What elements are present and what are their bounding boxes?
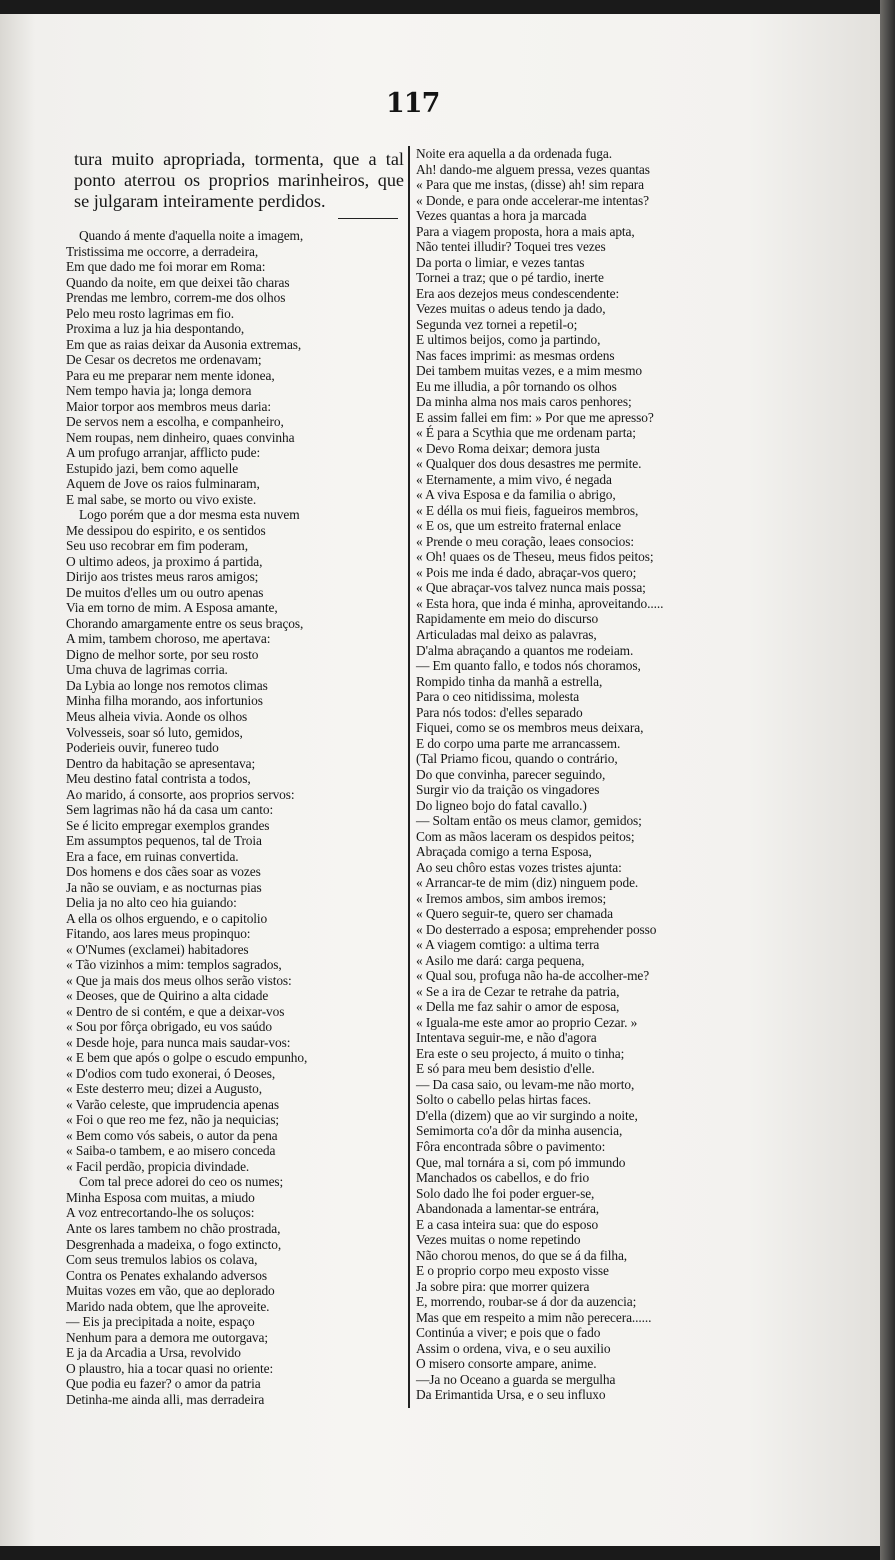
verse-line: Nas faces imprimi: as mesmas ordens xyxy=(416,347,615,363)
poem-left-column xyxy=(66,228,404,1407)
verse-line: E, morrendo, roubar-se á dor da auzencia; xyxy=(416,1294,637,1310)
verse-line: Era este o seu projecto, á muito o tinha; xyxy=(416,1045,625,1061)
verse-line: Fiquei, como se os membros meus deixara, xyxy=(416,720,644,736)
verse-line: Rompido tinha da manhã a estrella, xyxy=(416,673,603,689)
verse-line: E a casa inteira sua: que do esposo xyxy=(416,1216,599,1232)
verse-line: — Soltam então os meus clamor, gemidos; xyxy=(416,813,642,829)
verse-line: O ultimo adeos, ja proximo á partida, xyxy=(66,553,263,569)
verse-line: Com as mãos laceram os despidos peitos; xyxy=(416,828,635,844)
verse-line: « Este desterro meu; dizei a Augusto, xyxy=(66,1081,262,1097)
verse-line: « E délla os mui fieis, fagueiros membros, xyxy=(416,502,639,518)
verse-line: « E os, que um estreito fraternal enlace xyxy=(416,518,621,534)
verse-line: « Iguala-me este amor ao proprio Cezar. » xyxy=(416,1014,638,1030)
verse-line: « E bem que após o golpe o escudo empunho, xyxy=(66,1050,308,1066)
verse-line: « Devo Roma deixar; demora justa xyxy=(416,440,600,456)
verse-line: Ja não se ouviam, e as nocturnas pias xyxy=(66,879,262,895)
verse-line: « Asilo me dará: carga pequena, xyxy=(416,952,585,968)
verse-line: Da Erimantida Ursa, e o seu influxo xyxy=(416,1387,606,1403)
verse-line: De servos nem a escolha, e companheiro, xyxy=(66,414,284,430)
verse-line: Dos homens e dos cães soar as vozes xyxy=(66,864,261,880)
verse-line: Se é licito empregar exemplos grandes xyxy=(66,817,270,833)
verse-line: O misero consorte ampare, anime. xyxy=(416,1356,597,1372)
verse-line: Articuladas mal deixo as palavras, xyxy=(416,626,597,642)
verse-line: « Prende o meu coração, leaes consocios: xyxy=(416,533,634,549)
verse-line: « Arrancar-te de mim (diz) ninguem pode. xyxy=(416,875,639,891)
verse-line: « Desde hoje, para nunca mais saudar-vos: xyxy=(66,1034,291,1050)
verse-line: « Saiba-o tambem, e ao misero conceda xyxy=(66,1143,276,1159)
verse-line: Em que dado me foi morar em Roma: xyxy=(66,259,266,275)
verse-line: « Qual sou, profuga não ha-de accolher-me? xyxy=(416,968,650,984)
verse-line: Mas que em respeito a mim não perecera...... xyxy=(416,1309,652,1325)
verse-line: Uma chuva de lagrimas corria. xyxy=(66,662,228,678)
verse-line: Minha Esposa com muitas, a miudo xyxy=(66,1189,255,1205)
verse-line: Vezes muitas o adeus tendo ja dado, xyxy=(416,301,606,317)
verse-line: Dei tambem muitas vezes, e a mim mesmo xyxy=(416,363,643,379)
verse-line: Em assumptos pequenos, tal de Troia xyxy=(66,833,262,849)
verse-line: Minha filha morando, aos infortunios xyxy=(66,693,263,709)
verse-line: Contra os Penates exhalando adversos xyxy=(66,1267,267,1283)
section-rule xyxy=(338,218,398,219)
verse-line: « Dentro de si contém, e que a deixar-vos xyxy=(66,1003,285,1019)
verse-line: Surgir vio da traição os vingadores xyxy=(416,782,600,798)
verse-line: Meus alheia vivia. Aonde os olhos xyxy=(66,708,248,724)
verse-line: Maior torpor aos membros meus daria: xyxy=(66,398,272,414)
verse-line: « Eternamente, a mim vivo, é negada xyxy=(416,471,612,487)
intro-line: ponto aterrou os proprios marinheiros, que xyxy=(74,170,404,190)
verse-line: Do ligneo bojo do fatal cavallo.) xyxy=(416,797,587,813)
verse-line: Volvesseis, soar só luto, gemidos, xyxy=(66,724,243,740)
verse-line: Para nós todos: d'elles separado xyxy=(416,704,583,720)
verse-line: Noite era aquella a da ordenada fuga. xyxy=(416,146,612,161)
verse-line: Dentro da habitação se apresentava; xyxy=(66,755,256,771)
verse-line: Sem lagrimas não há da casa um canto: xyxy=(66,802,274,818)
verse-line: Solo dado lhe foi poder erguer-se, xyxy=(416,1185,595,1201)
verse-line: « D'odios com tudo exonerai, ó Deoses, xyxy=(66,1065,276,1081)
verse-line: E o proprio corpo meu exposto visse xyxy=(416,1263,609,1279)
verse-line: Para eu me preparar nem mente idonea, xyxy=(66,367,275,383)
verse-line: Tristissima me occorre, a derradeira, xyxy=(66,243,259,259)
verse-line: Quando da noite, em que deixei tão charas xyxy=(66,274,290,290)
verse-line: Desgrenhada a madeixa, o fogo extincto, xyxy=(66,1236,282,1252)
verse-line: Da Lybia ao longe nos remotos climas xyxy=(66,677,268,693)
poem-right-column xyxy=(416,146,721,1403)
page-number: 117 xyxy=(386,88,440,119)
verse-line: Delia ja no alto ceo hia guiando: xyxy=(66,895,237,911)
verse-line: E só para meu bem desistio d'elle. xyxy=(416,1061,595,1077)
verse-line: « A viva Esposa e da familia o abrigo, xyxy=(416,487,616,503)
verse-line: « Deoses, que de Quirino a alta cidade xyxy=(66,988,269,1004)
verse-line: Meu destino fatal contrista a todos, xyxy=(66,771,251,787)
verse-line: Não chorou menos, do que se á da filha, xyxy=(416,1247,628,1263)
verse-line: « A viagem comtigo: a ultima terra xyxy=(416,937,600,953)
verse-line: « Que abraçar-vos talvez nunca mais possa; xyxy=(416,580,646,596)
verse-line: « Oh! quaes os de Theseu, meus fidos peitos; xyxy=(416,549,654,565)
verse-line: « Para que me instas, (disse) ah! sim repara xyxy=(416,177,645,193)
verse-line: Era aos dezejos meus condescendente: xyxy=(416,285,620,301)
verse-line: — Eis ja precipitada a noite, espaço xyxy=(66,1314,255,1330)
verse-line: De Cesar os decretos me ordenavam; xyxy=(66,352,262,368)
verse-line: « O'Numes (exclamei) habitadores xyxy=(66,941,249,957)
verse-line: —Ja no Oceano a guarda se mergulha xyxy=(416,1371,616,1387)
verse-line: Com seus tremulos labios os colava, xyxy=(66,1252,258,1268)
verse-line: Semimorta co'a dôr da minha ausencia, xyxy=(416,1123,623,1139)
verse-line: Segunda vez tornei a repetil-o; xyxy=(416,316,578,332)
verse-line: Ja sobre pira: que morrer quizera xyxy=(416,1278,590,1294)
verse-line: Chorando amargamente entre os seus braços, xyxy=(66,615,304,631)
verse-line: Seu uso recobrar em fim poderam, xyxy=(66,538,248,554)
column-divider xyxy=(408,146,410,1408)
verse-line: Assim o ordena, viva, e o seu auxilio xyxy=(416,1340,611,1356)
verse-line: Me dessipou do espirito, e os sentidos xyxy=(66,522,266,538)
verse-line: A um profugo arranjar, afflicto pude: xyxy=(66,445,261,461)
verse-line: « Que ja mais dos meus olhos serão vistos: xyxy=(66,972,292,988)
book-page xyxy=(0,14,880,1546)
verse-line: Prendas me lembro, correm-me dos olhos xyxy=(66,290,286,306)
verse-line: Tornei a traz; que o pé tardio, inerte xyxy=(416,270,604,286)
verse-line: Ao marido, á consorte, aos proprios servos: xyxy=(66,786,295,802)
verse-line: Marido nada obtem, que lhe aproveite. xyxy=(66,1298,270,1314)
verse-line: A ella os olhos erguendo, e o capitolio xyxy=(66,910,268,926)
verse-line: E assim fallei em fim: » Por que me apresso? xyxy=(416,409,654,425)
verse-line: Abandonada a lamentar-se entrára, xyxy=(416,1201,600,1217)
verse-line: A mim, tambem choroso, me apertava: xyxy=(66,631,271,647)
verse-line: Que, mal tornára a si, com pó immundo xyxy=(416,1154,626,1170)
verse-line: Fôra encontrada sôbre o pavimento: xyxy=(416,1139,606,1154)
verse-line: Em que as raias deixar da Ausonia extremas, xyxy=(66,336,302,352)
verse-line: E ultimos beijos, como ja partindo, xyxy=(416,332,601,348)
verse-line: Poderieis ouvir, funereo tudo xyxy=(66,740,219,756)
verse-line: Do que convinha, parecer seguindo, xyxy=(416,766,606,782)
verse-line: « Sou por fôrça obrigado, eu vos saúdo xyxy=(66,1019,272,1035)
verse-line: « Iremos ambos, sim ambos iremos; xyxy=(416,890,607,906)
verse-line: Intentava seguir-me, e não d'agora xyxy=(416,1030,597,1046)
verse-line: Não tentei illudir? Toquei tres vezes xyxy=(416,239,606,255)
verse-line: Solto o cabello pelas hirtas faces. xyxy=(416,1092,591,1108)
page-edge-shadow xyxy=(880,0,895,1560)
verse-line: Muitas vozes em vão, que ao deplorado xyxy=(66,1283,275,1299)
verse-line: Rapidamente em meio do discurso xyxy=(416,611,599,627)
verse-line: Pelo meu rosto lagrimas em fio. xyxy=(66,305,234,321)
verse-line: Nenhum para a demora me outorgava; xyxy=(66,1329,268,1345)
verse-line: Aquem de Jove os raios fulminaram, xyxy=(66,476,260,492)
verse-line: « Qualquer dos dous desastres me permite. xyxy=(416,456,642,472)
verse-line: Que podia eu fazer? o amor da patria xyxy=(66,1376,261,1392)
verse-line: « Se a ira de Cezar te retrahe da patria, xyxy=(416,983,620,999)
verse-line: E do corpo uma parte me arrancassem. xyxy=(416,735,621,751)
verse-line: O plaustro, hia a tocar quasi no oriente: xyxy=(66,1360,274,1376)
verse-line: Proxima a luz ja hia despontando, xyxy=(66,321,245,337)
verse-line: Estupido jazi, bem como aquelle xyxy=(66,460,239,476)
verse-line: « Facil perdão, propicia divindade. xyxy=(66,1158,250,1174)
verse-line: « Donde, e para onde accelerar-me intentas? xyxy=(416,192,649,208)
verse-line: « Do desterrado a esposa; emprehender posso xyxy=(416,921,657,937)
verse-line: « Quero seguir-te, quero ser chamada xyxy=(416,906,613,922)
verse-line: Continúa a viver; e pois que o fado xyxy=(416,1325,601,1341)
verse-line: E ja da Arcadia a Ursa, revolvido xyxy=(66,1345,241,1361)
verse-line: Detinha-me ainda alli, mas derradeira xyxy=(66,1391,265,1407)
verse-line: Ante os lares tambem no chão prostrada, xyxy=(66,1221,281,1236)
verse-line: « Foi o que reo me fez, não ja nequicias; xyxy=(66,1112,280,1128)
verse-line: « Tão vizinhos a mim: templos sagrados, xyxy=(66,957,282,973)
verse-line: — Em quanto fallo, e todos nós choramos, xyxy=(416,658,641,674)
verse-line: Com tal prece adorei do ceo os numes; xyxy=(66,1174,284,1190)
verse-line: Para a viagem proposta, hora a mais apta, xyxy=(416,223,635,239)
verse-line: Ah! dando-me alguem pressa, vezes quantas xyxy=(416,161,650,177)
verse-line: « Varão celeste, que imprudencia apenas xyxy=(66,1096,279,1112)
verse-line: Vezes quantas a hora ja marcada xyxy=(416,208,587,224)
verse-line: Via em torno de mim. A Esposa amante, xyxy=(66,600,278,616)
verse-line: « Bem como vós sabeis, o autor da pena xyxy=(66,1127,278,1143)
verse-line: Nem roupas, nem dinheiro, quaes convinha xyxy=(66,429,295,445)
verse-line: « Della me faz sahir o amor de esposa, xyxy=(416,999,620,1015)
verse-line: D'alma abraçando a quantos me rodeiam. xyxy=(416,642,634,658)
verse-line: Eu me illudia, a pôr tornando os olhos xyxy=(416,378,617,394)
intro-line: tura muito apropriada, tormenta, que a tal xyxy=(74,149,404,169)
verse-line: Fitando, aos lares meus propinquo: xyxy=(66,926,251,942)
verse-line: « É para a Scythia que me ordenam parta; xyxy=(416,425,636,441)
verse-line: Era a face, em ruinas convertida. xyxy=(66,848,239,864)
verse-line: Da minha alma nos mais caros penhores; xyxy=(416,394,632,410)
verse-line: Abraçada comigo a terna Esposa, xyxy=(416,844,592,860)
verse-line: Nem tempo havia ja; longa demora xyxy=(66,383,252,399)
verse-line: « Esta hora, que inda é minha, aproveitando..... xyxy=(416,595,664,611)
verse-line: De muitos d'elles um ou outro apenas xyxy=(66,584,264,600)
verse-line: Para o ceo nitidissima, molesta xyxy=(416,689,580,705)
intro-line: se julgaram inteiramente perdidos. xyxy=(74,191,326,211)
verse-line: Vezes muitas o nome repetindo xyxy=(416,1232,581,1248)
verse-line: (Tal Priamo ficou, quando o contrário, xyxy=(416,751,618,767)
verse-line: Dirijo aos tristes meus raros amigos; xyxy=(66,569,259,585)
verse-line: Quando á mente d'aquella noite a imagem, xyxy=(66,228,304,243)
verse-line: Da porta o limiar, e vezes tantas xyxy=(416,254,585,270)
verse-line: Manchados os cabellos, e do frio xyxy=(416,1170,590,1186)
verse-line: E mal sabe, se morto ou vivo existe. xyxy=(66,491,257,507)
verse-line: Digno de melhor sorte, por seu rosto xyxy=(66,646,259,662)
verse-line: Ao seu chôro estas vozes tristes ajunta: xyxy=(416,859,622,875)
verse-line: D'ella (dizem) que ao vir surgindo a noite, xyxy=(416,1107,638,1123)
verse-line: — Da casa saio, ou levam-me não morto, xyxy=(416,1076,635,1092)
verse-line: Logo porém que a dor mesma esta nuvem xyxy=(66,507,300,523)
verse-line: « Pois me inda é dado, abraçar-vos quero; xyxy=(416,564,637,580)
intro-paragraph xyxy=(74,149,404,212)
verse-line: A voz entrecortando-lhe os soluços: xyxy=(66,1205,255,1221)
